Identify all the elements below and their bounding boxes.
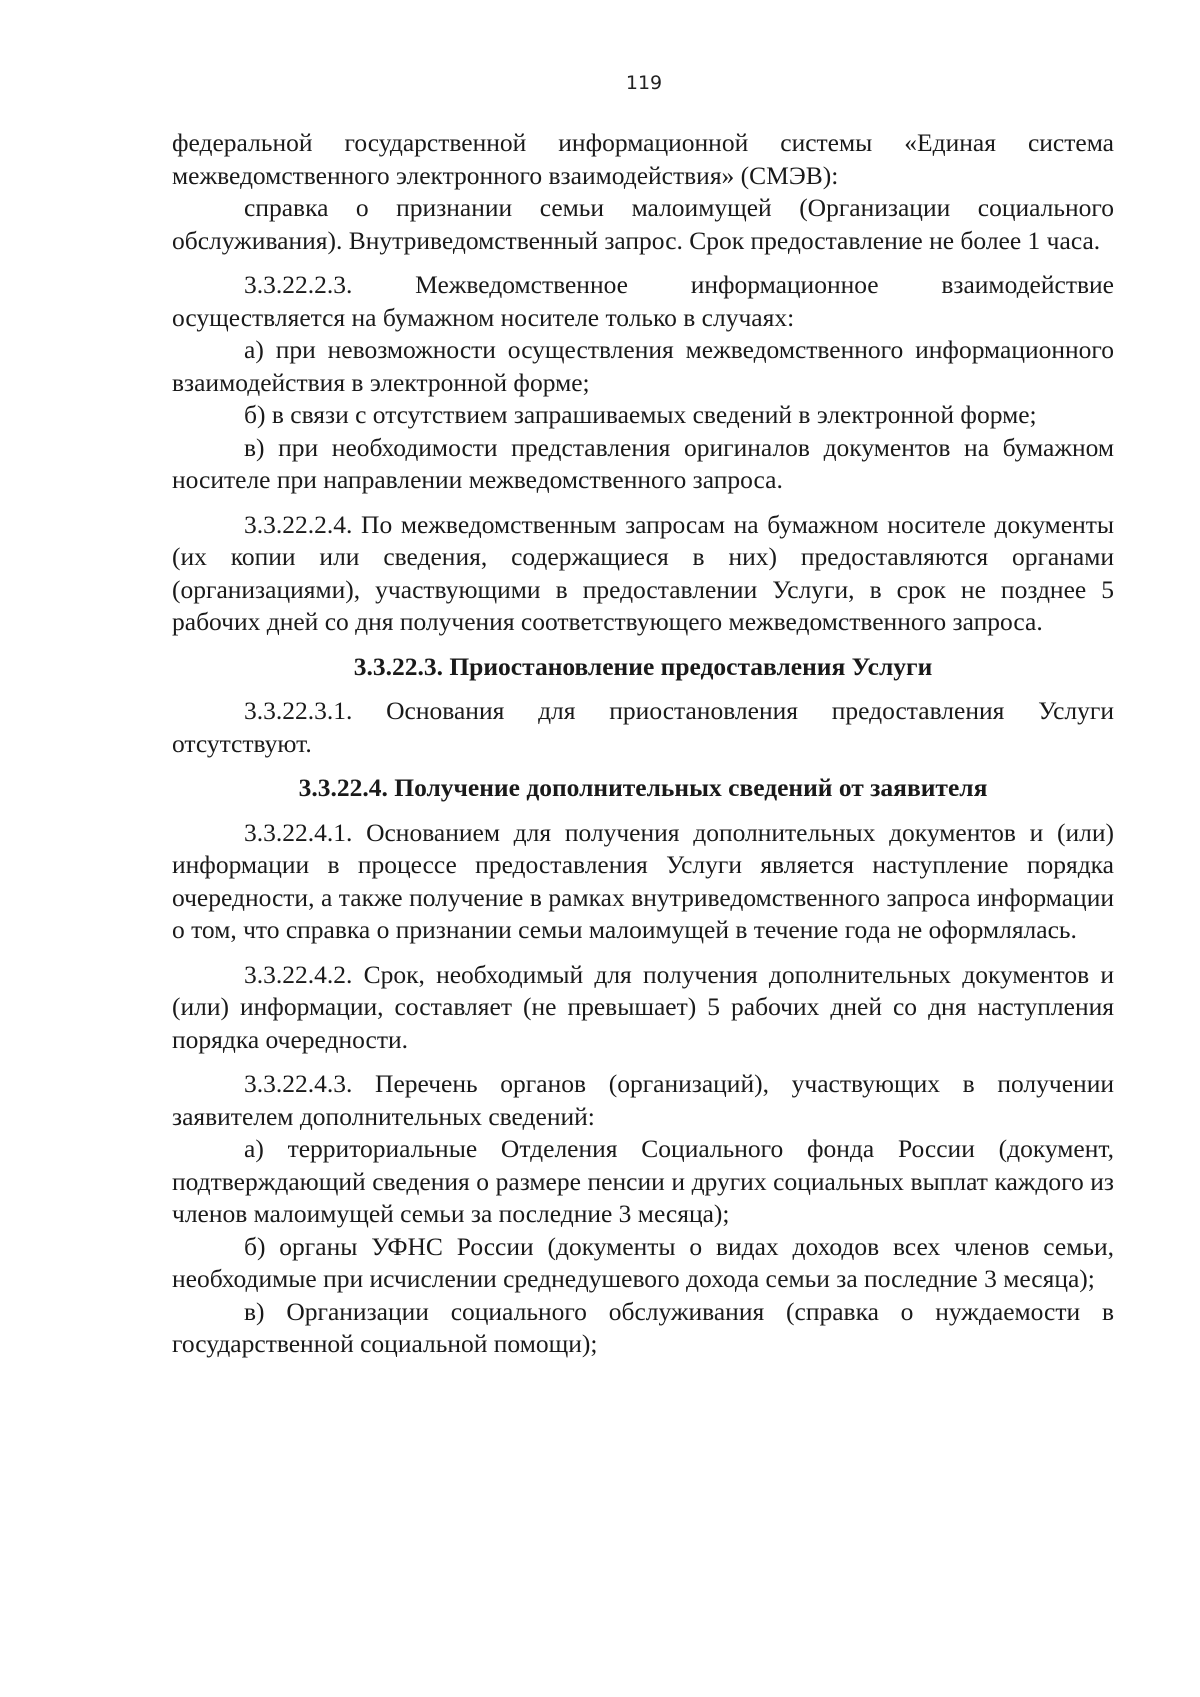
list-item: б) органы УФНС России (документы о видах доходов всех членов семьи, необходимые при исчислении среднедушевого дохода семьи за последние 3 месяца); [172, 1231, 1114, 1293]
list-item: в) Организации социального обслуживания (справка о нуждаемости в государственной социальной помощи); [172, 1296, 1114, 1358]
paragraph: федеральной государственной информационной системы «Единая система межведомственного электронного взаимодействия» (СМЭВ): [172, 128, 1114, 190]
section-heading: 3.3.22.3. Приостановление предоставления Услуги [353, 651, 933, 681]
document-body [172, 127, 1114, 1361]
paragraph: 3.3.22.2.4. По межведомственным запросам на бумажном носителе документы (их копии или сведения, содержащиеся в них) предоставляются органами (организациями), участвующими в предоставлении Услуги, в срок не позднее 5 рабочих дней со дня получения соответствующего межведомственного запроса. [172, 509, 1114, 636]
paragraph: 3.3.22.4.2. Срок, необходимый для получения дополнительных документов и (или) информации, составляет (не превышает) 5 рабочих дней со дня наступления порядка очередности. [172, 959, 1114, 1054]
paragraph: 3.3.22.4.1. Основанием для получения дополнительных документов и (или) информации в процессе предоставления Услуги является наступление порядка очередности, а также получение в рамках внутриведомственного запроса информации о том, что справка о признании семьи малоимущей в течение года не оформлялась. [172, 817, 1114, 944]
list-item: а) при невозможности осуществления межведомственного информационного взаимодействия в электронной форме; [172, 335, 1114, 397]
paragraph: 3.3.22.2.3. Межведомственное информационное взаимодействие осуществляется на бумажном носителе только в случаях: [172, 270, 1114, 332]
list-item: в) при необходимости представления оригиналов документов на бумажном носителе при направлении межведомственного запроса. [172, 432, 1114, 494]
paragraph: 3.3.22.3.1. Основания для приостановления предоставления Услуги отсутствуют. [172, 696, 1114, 758]
paragraph: 3.3.22.4.3. Перечень органов (организаций), участвующих в получении заявителем дополнительных сведений: [172, 1069, 1114, 1131]
section-heading: 3.3.22.4. Получение дополнительных сведений от заявителя [298, 773, 988, 802]
list-item: б) в связи с отсутствием запрашиваемых сведений в электронной форме; [244, 400, 1037, 429]
page-number: 119 [625, 72, 663, 94]
paragraph: справка о признании семьи малоимущей (Организации социального обслуживания). Внутриведомственный запрос. Срок предоставление не более 1 часа. [172, 193, 1114, 255]
list-item: а) территориальные Отделения Социального фонда России (документ, подтверждающий сведения о размере пенсии и других социальных выплат каждого из членов малоимущей семьи за последние 3 месяца); [172, 1134, 1114, 1228]
